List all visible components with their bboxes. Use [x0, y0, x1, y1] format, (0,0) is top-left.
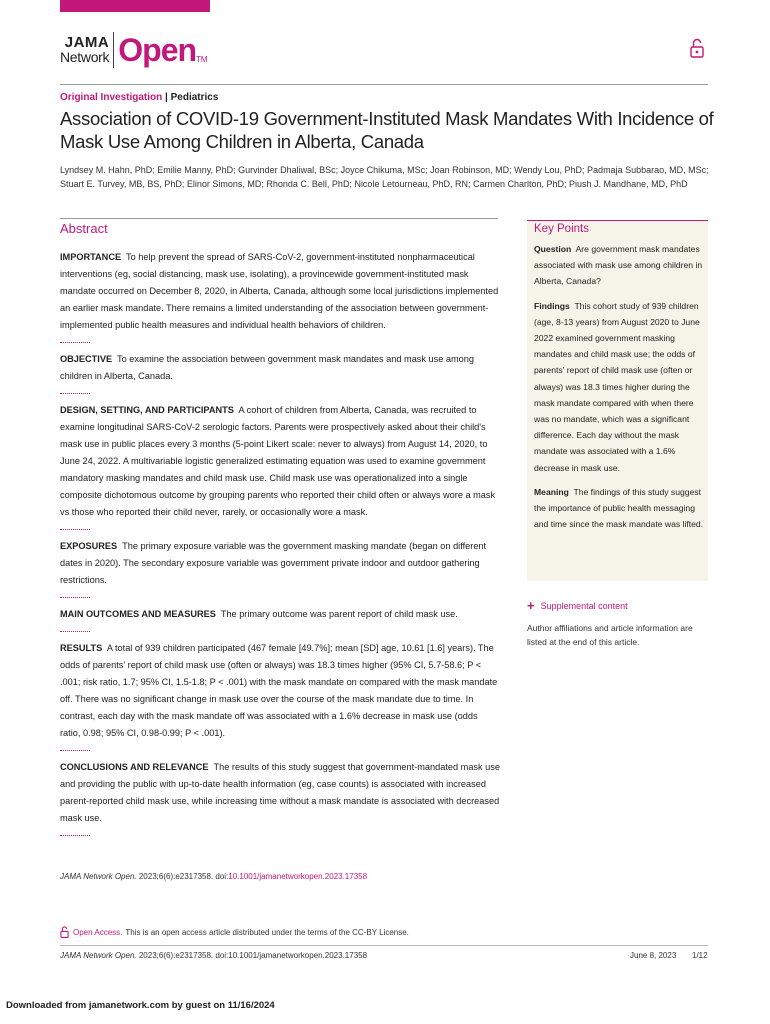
- logo-jama-text: [60, 36, 109, 64]
- section-text: To examine the association between government mask mandates and mask use among children in Alberta, Canada.: [60, 354, 475, 381]
- abstract-rule: [60, 218, 498, 219]
- abstract-body: [60, 249, 500, 844]
- logo-divider: [113, 32, 114, 68]
- key-points-body: [534, 241, 706, 540]
- abstract-outcomes: [60, 606, 500, 623]
- section-separator: [60, 750, 90, 751]
- section-text: The results of this study suggest that government-mandated mask use and providing the public with up-to-date health information (eg, case counts) is associated with increased parent-reported child mask use, while increasing time without a mask mandate is associated with decreased mask use.: [60, 762, 500, 823]
- citation-ref: 2023;6(6):e2317358. doi:: [138, 872, 229, 881]
- article-section-tag: [60, 92, 218, 103]
- article-title: Association of COVID-19 Government-Instituted Mask Mandates With Incidence of Mask Use Among Children in Alberta, Canada: [60, 108, 714, 152]
- footer-rule: [60, 945, 708, 946]
- key-point-text: This cohort study of 939 children (age, 8-13 years) from August 2020 to June 2022 examined government masking mandates and child mask use; the odds of parents' report of child mask use (often or always) was 18.3 times higher during the mask mandate compared with when there was no mandate, which was a significant difference. Each day without the mask mandate was associated with a 1.6% decrease in mask use.: [534, 300, 700, 473]
- author-list: Lyndsey M. Hahn, PhD; Emilie Manny, PhD; Gurvinder Dhaliwal, BSc; Joyce Chikuma, MSc; Joan Robinson, MD; Wendy Lou, PhD; Padmaja Subbarao, MD, MSc; Stuart E. Turvey, MB, BS, PhD; Elinor Simons, MD; Rhonda C. Bell, PhD; Nicole Letourneau, PhD, RN; Carmen Charlton, PhD; Piush J. Mandhane, MD, PhD: [60, 165, 709, 189]
- abstract-conclusions: [60, 759, 500, 827]
- citation-line: [60, 872, 367, 881]
- open-access-lock-icon: [60, 926, 69, 938]
- supplemental-content-link[interactable]: [527, 598, 628, 613]
- section-text: The primary outcome was parent report of child mask use.: [220, 609, 458, 619]
- section-text: A total of 939 children participated (467 female [49.7%]; mean [SD] age, 10.61 [1.6] years). The odds of parents' report of child mask use (often or always) was 18.3 times higher (95% CI, 5.7-58.6; P < .001; risk ratio, 1.7; 95% CI, 1.5-1.8; P < .001) with the mask mandate on compared with the mask mandate off. There was no significant change in mask use over the course of the mask mandate due to time. In contrast, each day with the mask mandate off was associated with a 1.6% decrease in mask use (odds ratio, 0.98; 95% CI, 0.98-0.99; P < .001).: [60, 643, 498, 738]
- section-separator: [60, 342, 90, 343]
- footer-ref: 2023;6(6):e2317358. doi:10.1001/jamanetworkopen.2023.17358: [138, 951, 368, 960]
- key-point-question: [534, 241, 706, 290]
- abstract-objective: [60, 351, 500, 385]
- section-label: CONCLUSIONS AND RELEVANCE: [60, 762, 209, 772]
- section-text: A cohort of children from Alberta, Canada, was recruited to examine longitudinal SARS-CoV-2 serologic factors. Parents were prospectively asked about their child's mask use in public places every 3 months (5-point Likert scale: never to always) from August 14, 2020, to June 24, 2022. A multivariable logistic generalized estimating equation was used to examine government mandatory masking mandates and child mask use. Child mask use was operationalized into a single composite dichotomous outcome by grouping parents who reported their child often or always wore a mask vs those who reported their child never, rarely, or occasionally wore a mask.: [60, 405, 496, 517]
- key-point-text: The findings of this study suggest the importance of public health messaging and time since the mask mandate was lifted.: [534, 486, 704, 530]
- key-point-findings: [534, 298, 706, 476]
- jama-network-open-logo[interactable]: [60, 30, 208, 70]
- logo-jama: JAMA: [64, 34, 110, 51]
- abstract-exposures: [60, 538, 500, 589]
- header-rule: [60, 84, 708, 85]
- logo-network: Network: [60, 49, 110, 65]
- key-point-meaning: [534, 484, 706, 533]
- footer-citation: [60, 951, 367, 960]
- section-separator: [60, 529, 90, 530]
- abstract-importance: [60, 249, 500, 334]
- open-access-link[interactable]: Open Access.: [73, 927, 123, 937]
- supplemental-label: Supplemental content: [540, 600, 628, 611]
- footer-page-number: 1/12: [692, 951, 708, 960]
- key-point-label: Meaning: [534, 486, 569, 497]
- logo-trademark: TM: [196, 55, 208, 64]
- section-text: To help prevent the spread of SARS-CoV-2, government-instituted nonpharmaceutical interventions (eg, social distancing, mask use, isolating), a provincewide government-instituted mask mandate occurred on December 8, 2020, in Alberta, Canada, although some local jurisdictions implemented an earlier mask mandate. There remains a limited understanding of the association between government-implemented public health measures and individual health behaviors of children.: [60, 252, 499, 330]
- section-separator: [60, 597, 90, 598]
- open-access-notice: [60, 926, 409, 938]
- section-label: DESIGN, SETTING, AND PARTICIPANTS: [60, 405, 234, 415]
- logo-open: Open: [118, 32, 197, 68]
- footer-date: June 8, 2023: [630, 951, 677, 960]
- footer-journal: JAMA Network Open.: [60, 951, 137, 960]
- key-point-text: Are government mask mandates associated with mask use among children in Alberta, Canada?: [534, 244, 703, 287]
- abstract-heading: Abstract: [60, 221, 108, 236]
- section-separator: [60, 835, 90, 836]
- section-label: MAIN OUTCOMES AND MEASURES: [60, 609, 216, 619]
- section-label: IMPORTANCE: [60, 252, 122, 262]
- abstract-results: [60, 640, 500, 742]
- download-note: Downloaded from jamanetwork.com by guest on 11/16/2024: [6, 1000, 275, 1011]
- article-category: Pediatrics: [170, 92, 219, 103]
- section-divider: |: [165, 92, 168, 103]
- top-color-bar: [60, 0, 210, 12]
- section-separator: [60, 631, 90, 632]
- key-point-label: Findings: [534, 300, 570, 311]
- section-separator: [60, 393, 90, 394]
- citation-doi-link[interactable]: 10.1001/jamanetworkopen.2023.17358: [228, 872, 368, 881]
- section-label: RESULTS: [60, 643, 103, 653]
- open-access-text: This is an open access article distributed under the terms of the CC-BY License.: [125, 927, 409, 937]
- abstract-design: [60, 402, 500, 521]
- article-type-link[interactable]: Original Investigation: [60, 92, 163, 103]
- affiliations-note: Author affiliations and article information are listed at the end of this article.: [527, 623, 693, 647]
- citation-journal: JAMA Network Open.: [60, 872, 137, 881]
- section-text: The primary exposure variable was the government masking mandate (began on different dates in 2020). The secondary exposure variable was government private indoor and outdoor gathering restrictions.: [60, 541, 487, 585]
- section-label: OBJECTIVE: [60, 354, 113, 364]
- open-access-lock-icon: [690, 38, 704, 58]
- key-points-heading: Key Points: [534, 223, 589, 235]
- key-point-label: Question: [534, 244, 572, 254]
- plus-icon: +: [527, 598, 535, 613]
- section-label: EXPOSURES: [60, 541, 118, 551]
